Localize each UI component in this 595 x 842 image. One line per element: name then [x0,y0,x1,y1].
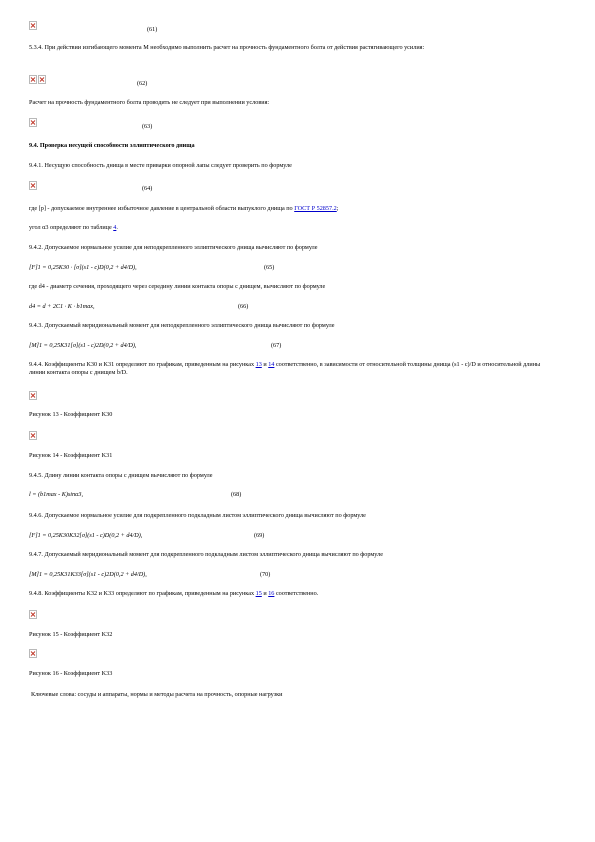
paragraph-9-4-7: 9.4.7. Допускаемый меридиональный момент для подкрепленного подкладным листом эллиптического днища вычисляют по формуле [29,551,383,558]
equation-number-64: (64) [142,185,153,192]
figure-15-caption: Рисунок 15 - Коэффициент K32 [29,631,113,638]
text: угол α3 определяют по таблице [29,224,114,231]
link-figure-13[interactable]: 13 [255,361,262,368]
broken-image-icon [29,75,37,84]
broken-image-icon [29,649,37,658]
text: соответственно, в зависимости от относительной толщины днища (s1 - c)/D и относительной длины линии контакта опоры с днищем b/D. [29,361,541,376]
formula-69 [29,532,142,540]
formula-text: l = (b1max - K)sinα3, [29,491,83,498]
paragraph-9-4-8 [29,590,555,598]
link-gost[interactable]: ГОСТ Р 52857.2 [294,205,337,212]
keywords: Ключевые слова: сосуды и аппараты, нормы и методы расчета на прочность, опорные нагрузки [31,691,283,698]
text: соответственно. [274,590,319,597]
text: где [p] - допускаемое внутреннее избыточное давление в центральной области выпуклого днища по [29,205,295,212]
formula-67 [29,342,136,350]
link-figure-16[interactable]: 16 [268,590,275,597]
paragraph-5-3-4: 5.3.4. При действии изгибающего момента M необходимо выполнить расчет на прочность фундаментного болта от действия растягивающего усилия: [29,44,425,51]
paragraph-strength-condition: Расчет на прочность фундаментного болта проводить не следует при выполнении условия: [29,99,270,106]
formula-text: [M]1 = 0,25K31[σ](s1 - c)2D(0,2 + d4/D), [29,342,137,349]
text: и [261,361,269,368]
equation-number-67: (67) [271,342,282,349]
text: 9.4.8. Коэффициенты K32 и K33 определяют по графикам, приведенным на рисунках [29,590,256,597]
figure-14-caption: Рисунок 14 - Коэффициент K31 [29,452,113,459]
broken-image-icon [38,75,46,84]
paragraph-9-4-2: 9.4.2. Допускаемое нормальное усилие для неподкрепленного эллиптического днища вычисляют по формуле [29,244,318,251]
equation-number-70: (70) [260,571,271,578]
formula-65 [29,264,137,272]
broken-image-icon [29,431,37,440]
formula-text: [F]1 = 0,25K30K32[σ](s1 - c)D(0,2 + d4/D), [29,532,143,539]
broken-image-icon [29,181,37,190]
broken-image-icon [29,391,37,400]
equation-number-68: (68) [231,491,242,498]
broken-image-icon [29,610,37,619]
broken-image-icon [29,21,37,30]
equation-number-62: (62) [137,80,148,87]
paragraph-9-4-3: 9.4.3. Допускаемый меридиональный момент для неподкрепленного эллиптического днища вычисляют по формуле [29,322,335,329]
formula-text: d4 = d + 2C1 · K · b1max, [29,303,95,310]
text: ; [336,205,339,212]
paragraph-9-4-6: 9.4.6. Допускаемое нормальное усилие для подкрепленного подкладным листом эллиптического днища вычисляют по формуле [29,512,366,519]
figure-13-caption: Рисунок 13 - Коэффициент K30 [29,411,113,418]
paragraph-9-4-5: 9.4.5. Длину линии контакта опоры с днищем вычисляют по формуле [29,472,213,479]
text: . [116,224,118,231]
broken-image-icon [29,118,37,127]
paragraph-d4: где d4 - диаметр сечения, проходящего через середину линии контакта опоры с днищем, вычисляют по формуле [29,283,326,290]
formula-text: [M]1 = 0,25K31K33[σ](s1 - c)2D(0,2 + d4/D), [29,571,147,578]
link-figure-14[interactable]: 14 [268,361,275,368]
equation-number-69: (69) [254,532,265,539]
section-heading-9-4: 9.4. Проверка несущей способности эллиптического днища [29,142,195,149]
link-table-4[interactable]: 4 [113,224,117,231]
equation-number-65: (65) [264,264,275,271]
paragraph-9-4-4 [29,361,555,377]
formula-68 [29,491,83,499]
figure-16-caption: Рисунок 16 - Коэффициент K33 [29,670,113,677]
equation-number-61: (61) [147,26,158,33]
formula-66 [29,303,95,311]
equation-number-66: (66) [238,303,249,310]
paragraph-where-p [29,205,555,213]
text: и [261,590,269,597]
text: 9.4.4. Коэффициенты K30 и K31 определяют по графикам, приведенным на рисунках [29,361,256,368]
formula-text: [F]1 = 0,25K30 · [σ](s1 - c)D(0,2 + d4/D), [29,264,137,271]
equation-number-63: (63) [142,123,153,130]
formula-70 [29,571,147,579]
paragraph-angle [29,224,555,232]
paragraph-9-4-1: 9.4.1. Несущую способность днища в месте приварки опорной лапы следует проверить по формуле [29,162,292,169]
link-figure-15[interactable]: 15 [255,590,262,597]
